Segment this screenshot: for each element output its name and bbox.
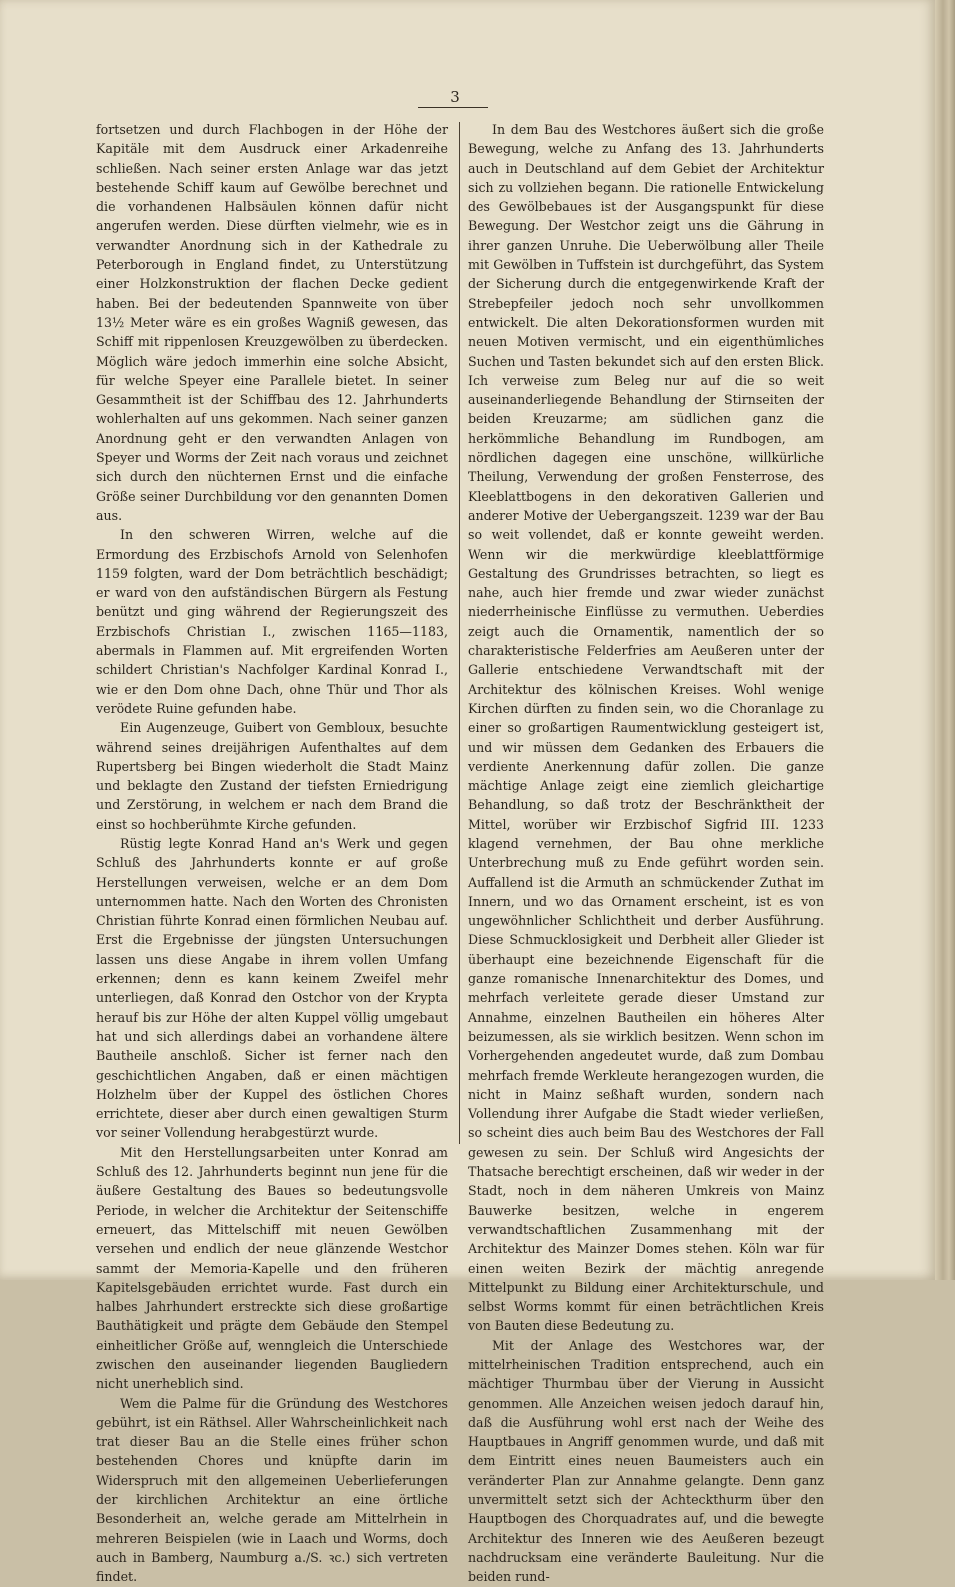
paragraph: Mit den Herstellungsarbeiten unter Konrad am Schluß des 12. Jahrhunderts beginnt nun jene für die äußere Gestaltung des Baues so bedeutungsvolle Periode, in welcher die Architektur der Seitenschiffe erneuert, das Mittelschiff mit neuen Gewölben versehen und endlich der neue glänzende Westchor sammt der Memoria-Kapelle und den früheren Kapitelsgebäuden errichtet wurde. Fast durch ein halbes Jahrhundert erstreckte sich diese großartige Bauthätigkeit und prägte dem Gebäude den Stempel einheitlicher Größe auf, wenngleich die Unterschiede zwischen den auseinander liegenden Baugliedern nicht unerheblich sind. (96, 1144, 448, 1392)
column-divider (459, 122, 460, 1144)
paragraph: fortsetzen und durch Flachbogen in der Höhe der Kapitäle mit dem Ausdruck einer Arkadenreihe schließen. Nach seiner ersten Anlage war das jetzt bestehende Schiff kaum auf Gewölbe berechnet und die vorhandenen Halbsäulen können dafür nicht angerufen werden. Diese dürften vielmehr, wie es in verwandter Anordnung sich in der Kathedrale zu Peterborough in England findet, zu Unterstützung einer Holzkonstruktion der flachen Decke gedient haben. Bei der bedeutenden Spannweite von über 13½ Meter wäre es ein großes Wagniß gewesen, das Schiff mit rippenlosen Kreuzgewölben zu überdecken. Möglich wäre jedoch immerhin eine solche Absicht, für welche Speyer eine Parallele bietet. In seiner Gesammtheit ist der Schiffbau des 12. Jahrhunderts wohlerhalten auf uns gekommen. Nach seiner ganzen Anordnung geht er den verwandten Anlagen von Speyer und Worms der Zeit nach voraus und zeichnet sich durch den nüchternen Ernst und die einfache Größe seiner Durchbildung vor den genannten Domen aus. (96, 122, 448, 523)
paragraph: Ein Augenzeuge, Guibert von Gembloux, besuchte während seines dreijährigen Aufenthaltes auf dem Rupertsberg bei Bingen wiederholt die Stadt Mainz und beklagte den Zustand der tiefsten Erniedrigung und Zerstörung, in welchem er nach dem Brand die einst so hochberühmte Kirche gefunden. (96, 720, 448, 832)
paragraph: In dem Bau des Westchores äußert sich die große Bewegung, welche zu Anfang des 13. Jahrhunderts auch in Deutschland auf dem Gebiet der Architektur sich zu vollziehen begann. Die rationelle Entwickelung des Gewölbebaues ist der Ausgangspunkt für diese Bewegung. Der Westchor zeigt uns die Gährung in ihrer ganzen Unruhe. Die Ueberwölbung aller Theile mit Gewölben in Tuffstein ist durchgeführt, das System der Sicherung durch die entgegenwirkende Kraft der Strebepfeiler jedoch noch sehr unvollkommen entwickelt. Die alten Dekorationsformen wurden mit neuen Motiven vermischt, und ein eigenthümliches Suchen und Tasten bekundet sich auf den ersten Blick. Ich verweise zum Beleg nur auf die so weit auseinanderliegende Behandlung der Stirnseiten der beiden Kreuzarme; am südlichen ganz die herkömmliche Behandlung im Rundbogen, am nördlichen dagegen eine unschöne, willkürliche Theilung, Verwendung der großen Fensterrose, des Kleeblattbogens in den dekorativen Gallerien und anderer Motive der Uebergangszeit. 1239 war der Bau so weit vollendet, daß er konnte geweiht werden. Wenn wir die merkwürdige kleeblattförmige Gestaltung des Grundrisses betrachten, so liegt es nahe, auch hier fremde und zwar wieder zunächst niederrheinische Einflüsse zu vermuthen. Ueberdies zeigt auch die Ornamentik, namentlich der so charakteristische Felderfries am Aeußeren unter der Gallerie entschiedene Verwandtschaft mit der Architektur des kölnischen Kreises. Wohl wenige Kirchen dürften zu finden sein, wo die Choranlage zu einer so großartigen Raumentwicklung gesteigert ist, und wir müssen dem Gedanken des Erbauers die verdiente Anerkennung dafür zollen. Die ganze mächtige Anlage zeigt eine ziemlich gleichartige Behandlung, so daß trotz der Beschränktheit der Mittel, worüber wir Erzbischof Sigfrid III. 1233 klagend vernehmen, der Bau ohne merkliche Unterbrechung muß zu Ende geführt worden sein. Auffallend ist die Armuth an schmückender Zuthat im Innern, und wo das Ornament erscheint, ist es von ungewöhnlicher Schlichtheit und derber Ausführung. Diese Schmucklosigkeit und Derbheit aller Glieder ist überhaupt eine bezeichnende Eigenschaft für die ganze romanische Innenarchitektur des Domes, und mehrfach verleitete gerade dieser Umstand zur Annahme, einzelnen Bautheilen ein höheres Alter beizumessen, als sie wirklich besitzen. Wenn schon im Vorhergehenden angedeutet wurde, daß zum Dombau mehrfach fremde Werkleute herangezogen wurden, die nicht in Mainz seßhaft wurden, sondern nach Vollendung ihrer Aufgabe die Stadt wieder verließen, so scheint dies auch beim Bau des Westchores der Fall gewesen zu sein. Der Schluß wird Angesichts der Thatsache berechtigt erscheinen, daß wir weder in der Stadt, noch in dem näheren Umkreis von Mainz Bauwerke besitzen, welche in engerem verwandtschaftlichen Zusammenhang mit der Architektur des Mainzer Domes stehen. Köln war für einen weiten Bezirk der mächtig anregende Mittelpunkt zu Bildung einer Architekturschule, und selbst Worms kommt für einen beträchtlichen Kreis von Bauten diese Bedeutung zu. (468, 122, 824, 1334)
right-column (468, 120, 824, 1587)
page-edge (935, 0, 955, 1280)
paragraph: In den schweren Wirren, welche auf die Ermordung des Erzbischofs Arnold von Selenhofen 1159 folgten, ward der Dom beträchtlich beschädigt; er ward von den aufständischen Bürgern als Festung benützt und ging während der Regierungszeit des Erzbischofs Christian I., zwischen 1165—1183, abermals in Flammen auf. Mit ergreifenden Worten schildert Christian's Nachfolger Kardinal Konrad I., wie er den Dom ohne Dach, ohne Thür und Thor als verödete Ruine gefunden habe. (96, 527, 448, 716)
paragraph: Rüstig legte Konrad Hand an's Werk und gegen Schluß des Jahrhunderts konnte er auf große Herstellungen verweisen, welche er an dem Dom unternommen hatte. Nach den Worten des Chronisten Christian führte Konrad einen förmlichen Neubau auf. Erst die Ergebnisse der jüngsten Untersuchungen lassen uns diese Angabe in ihrem vollen Umfang erkennen; denn es kann keinem Zweifel mehr unterliegen, daß Konrad den Ostchor von der Krypta herauf bis zur Höhe der alten Kuppel völlig umgebaut hat und sich allerdings dabei an vorhandene ältere Bautheile anschloß. Sicher ist ferner nach den geschichtlichen Angaben, daß er einen mächtigen Holzhelm über der Kuppel des östlichen Chores errichtete, dieser aber durch einen gewaltigen Sturm vor seiner Vollendung herabgestürzt wurde. (96, 835, 448, 1141)
paragraph: Wem die Palme für die Gründung des Westchores gebührt, ist ein Räthsel. Aller Wahrscheinlichkeit nach trat dieser Bau an die Stelle eines früher schon bestehenden Chores und knüpfte darin im Widerspruch mit den allgemeinen Ueberlieferungen der kirchlichen Architektur an eine örtliche Besonderheit an, welche gerade am Mittelrhein in mehreren Beispielen (wie in Laach und Worms, doch auch in Bamberg, Naumburg a./S. ꝛc.) sich vertreten findet. (96, 1395, 448, 1585)
page-number-rule (418, 107, 488, 108)
left-column (96, 120, 448, 1587)
paragraph: Mit der Anlage des Westchores war, der mittelrheinischen Tradition entsprechend, auch ein mächtiger Thurmbau über der Vierung in Aussicht genommen. Alle Anzeichen weisen jedoch darauf hin, daß die Ausführung wohl erst nach der Weihe des Hauptbaues in Angriff genommen wurde, und daß mit dem Eintritt eines neuen Baumeisters auch ein veränderter Plan zur Annahme gelangte. Denn ganz unvermittelt setzt sich der Achteckthurm über den Hauptbogen des Chorquadrates auf, und die bewegte Architektur des Inneren wie des Aeußeren bezeugt nachdrucksam eine veränderte Bauleitung. Nur die beiden rund- (468, 1337, 824, 1585)
page-number: 3 (450, 88, 460, 106)
